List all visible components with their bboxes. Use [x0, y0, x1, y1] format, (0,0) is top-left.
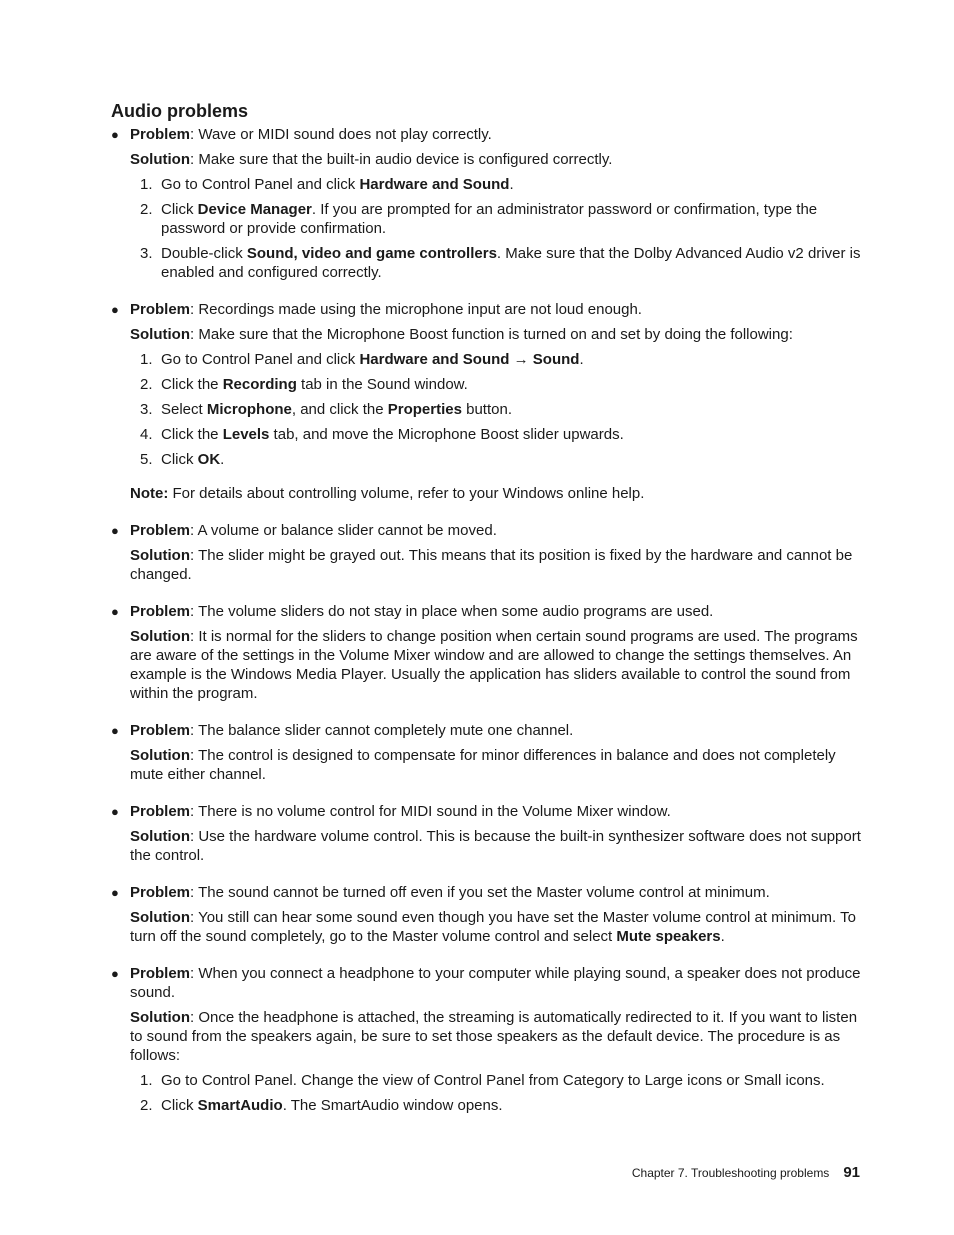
page-number: 91	[843, 1164, 860, 1181]
bullet-icon: ●	[111, 523, 119, 538]
problem-text: Problem: There is no volume control for MIDI sound in the Volume Mixer window.	[130, 803, 671, 820]
solution-text: Solution: Once the headphone is attached, the streaming is automatically redirected to it. If you want to listen to sound from the speakers again, be sure to set those speakers as the default device. The procedure is as follows:	[130, 1009, 858, 1064]
problem-text: Problem: A volume or balance slider cannot be moved.	[130, 522, 497, 539]
bullet-icon: ●	[111, 885, 119, 900]
note-text: Note: For details about controlling volume, refer to your Windows online help.	[130, 485, 645, 502]
step-item: 4. Click the Levels tab, and move the Microphone Boost slider upwards.	[140, 426, 624, 443]
step-item: 1. Go to Control Panel and click Hardware and Sound → Sound.	[140, 351, 584, 368]
bullet-icon: ●	[111, 302, 119, 317]
solution-label: Solution	[130, 909, 190, 926]
problem-item	[111, 964, 866, 1115]
problem-label: Problem	[130, 126, 191, 143]
problem-item	[111, 721, 866, 784]
step-item: 3. Select Microphone, and click the Properties button.	[140, 401, 512, 418]
problem-text: Problem: The volume sliders do not stay in place when some audio programs are used.	[130, 603, 714, 620]
solution-text: Solution: It is normal for the sliders to change position when certain sound programs are used. The programs are aware of the settings in the Volume Mixer window and are allowed to change the settings themselves. An example is the Windows Media Player. Usually the application has sliders available to control the sound from within the program.	[130, 628, 858, 702]
problem-label: Problem	[130, 722, 191, 739]
solution-label: Solution	[130, 628, 190, 645]
problem-label: Problem	[130, 522, 191, 539]
solution-text: Solution: Make sure that the Microphone Boost function is turned on and set by doing the following:	[130, 326, 793, 343]
bullet-icon: ●	[111, 127, 119, 142]
step-item: 2. Click Device Manager. If you are prompted for an administrator password or confirmation, type the password or provide confirmation.	[140, 201, 818, 237]
problem-item	[111, 883, 866, 946]
bullet-icon: ●	[111, 966, 119, 981]
step-item: 2. Click SmartAudio. The SmartAudio window opens.	[140, 1097, 503, 1114]
steps-list	[130, 175, 866, 282]
solution-label: Solution	[130, 547, 190, 564]
solution-text: Solution: Use the hardware volume control. This is because the built-in synthesizer software does not support the control.	[130, 828, 861, 864]
step-item: 3. Double-click Sound, video and game controllers. Make sure that the Dolby Advanced Audio v2 driver is enabled and configured correctly.	[140, 245, 861, 281]
problem-text: Problem: The balance slider cannot completely mute one channel.	[130, 722, 574, 739]
problem-label: Problem	[130, 965, 191, 982]
problem-item	[111, 521, 866, 584]
bullet-icon: ●	[111, 723, 119, 738]
problem-item	[111, 802, 866, 865]
section-title: Audio problems	[111, 101, 249, 121]
problem-item	[111, 125, 866, 282]
problem-text: Problem: Recordings made using the microphone input are not loud enough.	[130, 301, 642, 318]
problem-list	[111, 125, 866, 1133]
solution-text: Solution: Make sure that the built-in audio device is configured correctly.	[130, 151, 613, 168]
solution-label: Solution	[130, 828, 190, 845]
note-label: Note:	[130, 485, 169, 502]
problem-label: Problem	[130, 301, 191, 318]
problem-label: Problem	[130, 884, 191, 901]
step-item: 1. Go to Control Panel and click Hardware and Sound.	[140, 176, 514, 193]
step-item: 5. Click OK.	[140, 451, 225, 468]
footer-chapter: Chapter 7. Troubleshooting problems	[631, 1166, 830, 1180]
problem-text: Problem: When you connect a headphone to your computer while playing sound, a speaker does not produce sound.	[130, 965, 861, 1001]
problem-label: Problem	[130, 803, 191, 820]
problem-item	[111, 602, 866, 703]
bullet-icon: ●	[111, 804, 119, 819]
solution-label: Solution	[130, 747, 190, 764]
problem-label: Problem	[130, 603, 191, 620]
solution-label: Solution	[130, 1009, 190, 1026]
page-footer	[632, 1164, 860, 1182]
step-item: 2. Click the Recording tab in the Sound window.	[140, 376, 468, 393]
problem-item	[111, 300, 866, 503]
solution-text: Solution: The control is designed to compensate for minor differences in balance and does not completely mute either channel.	[130, 747, 836, 783]
bullet-icon: ●	[111, 604, 119, 619]
steps-list	[130, 350, 866, 469]
solution-text: Solution: You still can hear some sound even though you have set the Master volume control at minimum. To turn off the sound completely, go to the Master volume control and select Mute speakers.	[130, 909, 856, 945]
solution-label: Solution	[130, 151, 190, 168]
step-item: 1. Go to Control Panel. Change the view of Control Panel from Category to Large icons or Small icons.	[140, 1072, 825, 1089]
steps-list	[130, 1071, 866, 1115]
problem-text: Problem: Wave or MIDI sound does not play correctly.	[130, 126, 492, 143]
solution-label: Solution	[130, 326, 190, 343]
problem-text: Problem: The sound cannot be turned off even if you set the Master volume control at minimum.	[130, 884, 770, 901]
solution-text: Solution: The slider might be grayed out. This means that its position is fixed by the hardware and cannot be changed.	[130, 547, 853, 583]
